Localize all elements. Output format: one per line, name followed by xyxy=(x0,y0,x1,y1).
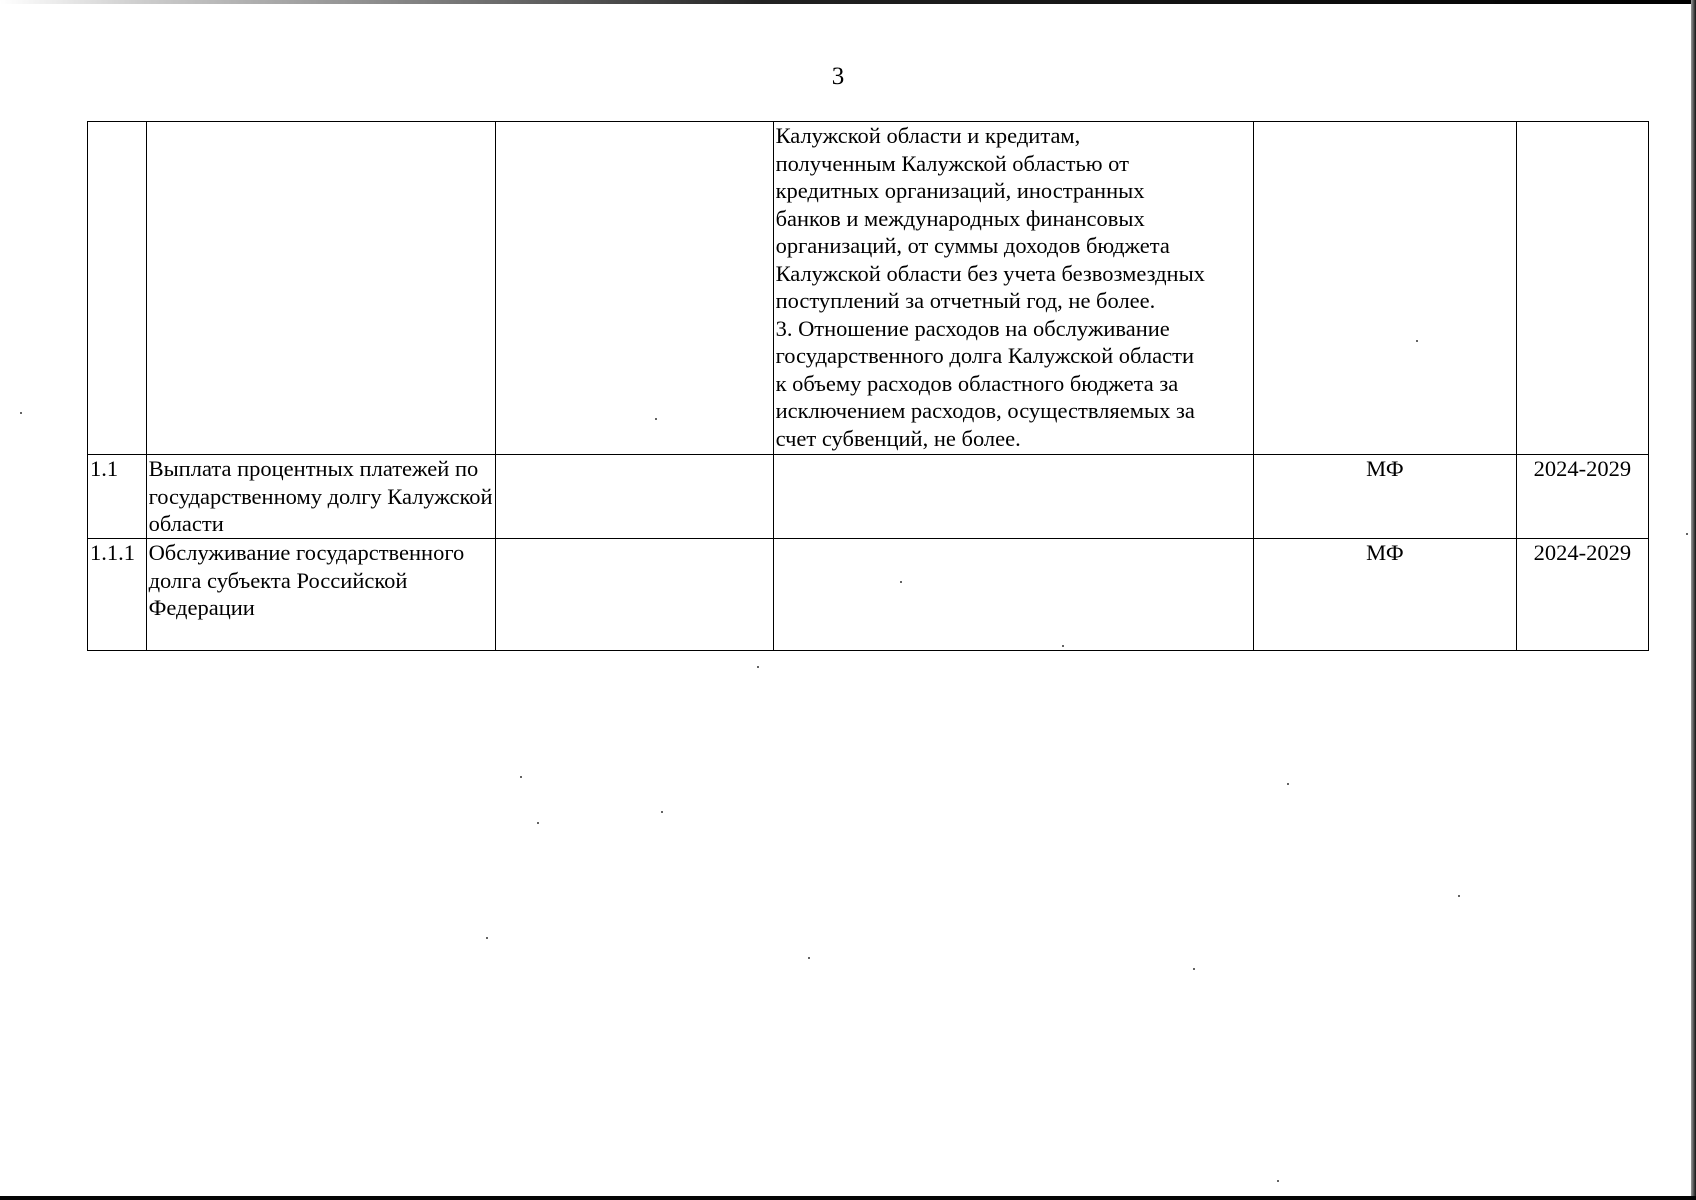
cell-period: 2024-2029 xyxy=(1516,455,1648,539)
measures-table xyxy=(87,121,1649,651)
scan-speck xyxy=(1416,340,1418,342)
scan-speck xyxy=(1062,645,1064,647)
indicator-line: поступлений за отчетный год, не более. xyxy=(775,288,1156,313)
indicator-line: к объему расходов областного бюджета за xyxy=(775,370,1179,396)
cell-number xyxy=(88,122,147,455)
scan-speck xyxy=(655,418,657,420)
page-number: 3 xyxy=(831,63,845,90)
cell-indicators xyxy=(773,455,1254,539)
cell-blank xyxy=(495,539,773,651)
cell-blank xyxy=(495,455,773,539)
indicator-line: государственного долга Калужской области xyxy=(775,343,1195,368)
cell-period xyxy=(1516,122,1648,455)
scan-speck xyxy=(808,957,810,959)
cell-name: Выплата процентных платежей по государственному долгу Калужской области xyxy=(146,455,495,539)
table-row xyxy=(88,539,1649,651)
table-row-continuation xyxy=(88,122,1649,455)
scan-speck xyxy=(537,822,539,824)
cell-period: 2024-2029 xyxy=(1516,539,1648,651)
indicator-line: Калужской области и кредитам, xyxy=(775,123,1081,148)
cell-blank xyxy=(495,122,773,455)
cell-executor: МФ xyxy=(1254,539,1517,651)
cell-executor: МФ xyxy=(1254,455,1517,539)
scan-speck xyxy=(1686,533,1688,535)
scan-speck xyxy=(520,776,522,778)
cell-name: Обслуживание государственного долга субъекта Российской Федерации xyxy=(146,539,495,651)
cell-executor xyxy=(1254,122,1517,455)
indicator-line: кредитных организаций, иностранных xyxy=(775,178,1145,203)
scan-speck xyxy=(486,937,488,939)
cell-number: 1.1.1 xyxy=(88,539,147,651)
cell-name xyxy=(146,122,495,455)
indicator-line: организаций, от суммы доходов бюджета xyxy=(775,233,1170,258)
scan-edge-top xyxy=(0,0,1696,4)
scan-speck xyxy=(757,666,759,668)
scan-speck xyxy=(661,811,663,813)
cell-indicators xyxy=(773,539,1254,651)
indicator-line: Калужской области без учета безвозмездных xyxy=(775,260,1205,286)
scan-speck xyxy=(1193,968,1195,970)
cell-number: 1.1 xyxy=(88,455,147,539)
indicator-line: счет субвенций, не более. xyxy=(775,425,1021,451)
table-row xyxy=(88,455,1649,539)
cell-indicators xyxy=(773,122,1254,455)
scan-speck xyxy=(1277,1180,1279,1182)
scan-speck xyxy=(1458,895,1460,897)
indicator-line: полученным Калужской областью от xyxy=(775,150,1129,176)
scan-speck xyxy=(1287,783,1289,785)
indicator-line: банков и международных финансовых xyxy=(775,205,1145,231)
scan-speck xyxy=(20,412,22,414)
indicator-line: исключением расходов, осуществляемых за xyxy=(775,398,1195,423)
indicator-line: 3. Отношение расходов на обслуживание xyxy=(775,315,1170,341)
scan-edge-bottom xyxy=(0,1196,1696,1200)
scan-edge-right xyxy=(1691,0,1696,1200)
scan-speck xyxy=(900,581,902,583)
